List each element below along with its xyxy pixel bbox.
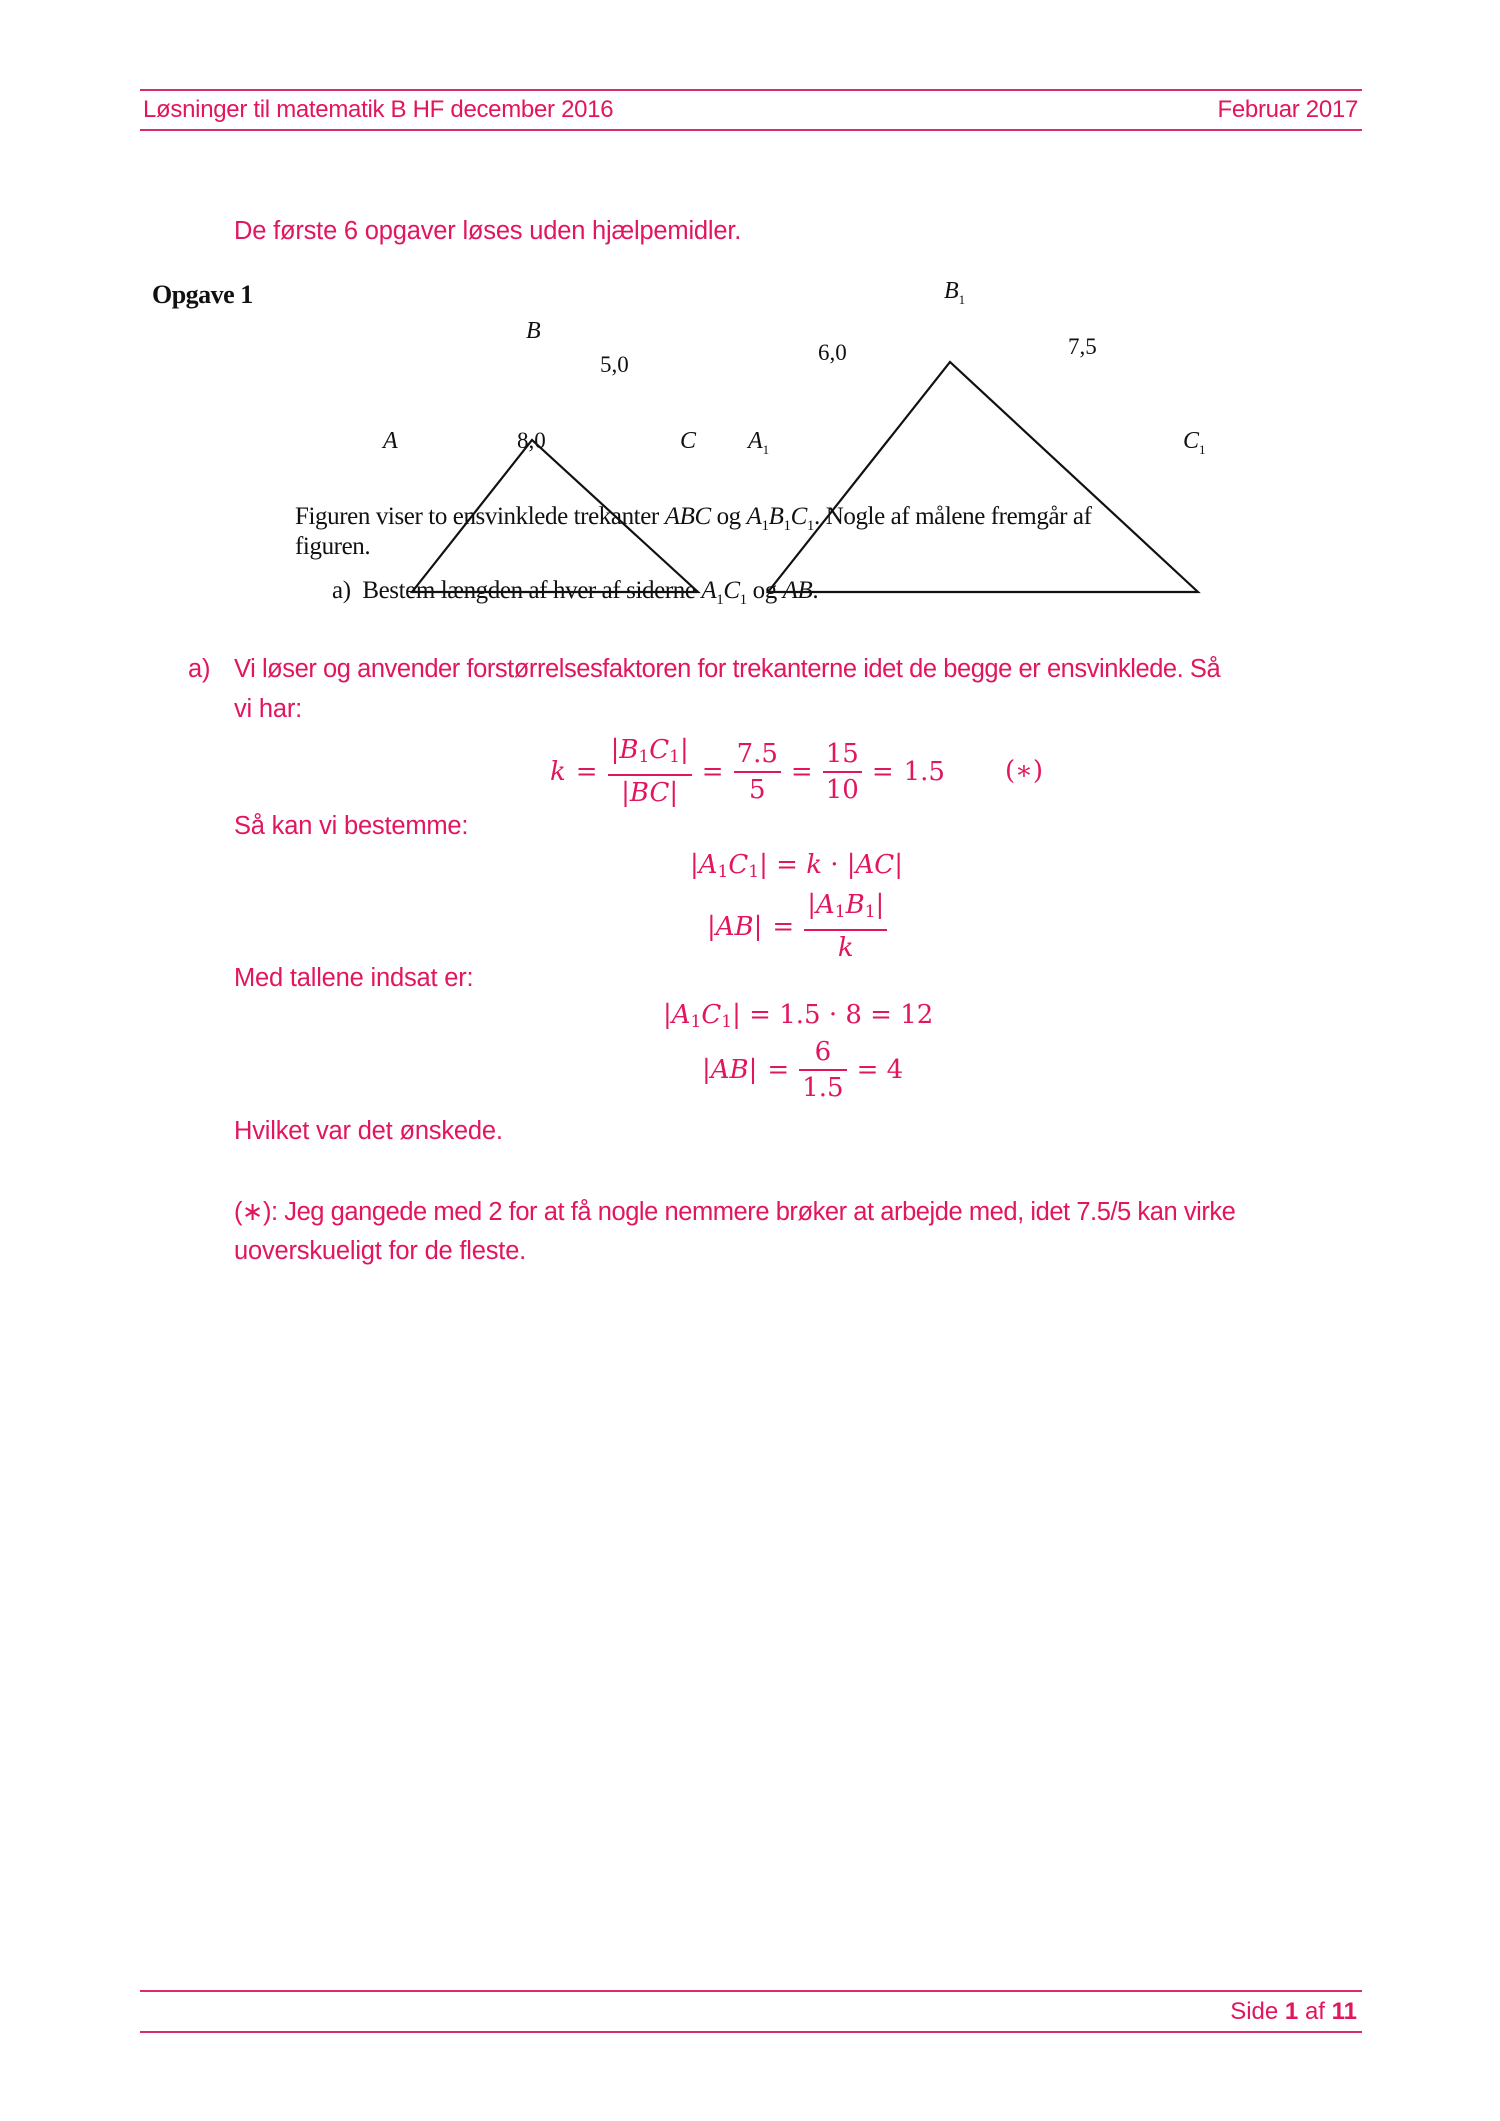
math-eq: = (871, 756, 894, 787)
page-indicator (1230, 1998, 1357, 2026)
denominator: 10 (825, 774, 859, 805)
numerator: 7.5 (734, 737, 781, 773)
total-pages: 11 (1331, 1998, 1357, 2025)
vertex-subscript: 1 (1199, 441, 1206, 457)
footnote-line1: (∗): Jeg gangede med 2 for at få nogle nemmere brøker at arbejde med, idet 7.5/5 kan virke (234, 1198, 1236, 1226)
intro-text: De første 6 opgaver løses uden hjælpemidler. (234, 217, 742, 245)
conclusion-text: Hvilket var det ønskede. (234, 1117, 503, 1145)
with-numbers-text: Med tallene indsat er: (234, 964, 474, 992)
header-bottom-rule (140, 129, 1362, 131)
footer-top-rule (140, 1990, 1362, 1992)
numerator: 15 (823, 737, 862, 773)
math-ab: |AB| (707, 911, 763, 942)
header-date: Februar 2017 (1217, 96, 1358, 123)
math-eq: = (701, 756, 724, 787)
math-eq: = (772, 911, 795, 942)
math-eq: = (790, 756, 813, 787)
current-page: 1 (1284, 1998, 1299, 2025)
side-label: Side (1230, 1998, 1279, 2025)
numerator: $|A_1B_1|$ (804, 888, 887, 931)
vertex-label-c: C (680, 428, 697, 454)
desc-text: . Nogle af målene fremgår af (814, 503, 1092, 530)
so-we-can-text: Så kan vi bestemme: (234, 812, 469, 840)
vertex-letter: B (944, 278, 959, 304)
vertex-subscript: 1 (958, 291, 966, 307)
denominator: 5 (748, 774, 766, 805)
fraction-15-10 (823, 737, 862, 807)
task-heading: Opgave 1 (152, 280, 253, 309)
solution-line1: Vi løser og anvender forstørrelsesfaktoren for trekanterne idet de begge er ensvinklede. Så (234, 655, 1221, 683)
vertex-label-a: A (383, 428, 398, 454)
triangle-name-abc: ABC (664, 503, 711, 530)
formula-a1c1-numeric: $|A_1C_1| = 1.5 \cdot 8 = 12$ (663, 1000, 934, 1032)
fraction-7.5-5 (734, 737, 781, 807)
numerator: 6 (799, 1035, 846, 1071)
side-name-ab: AB (782, 577, 813, 604)
ab-result: = 4 (856, 1055, 904, 1085)
side-label-a1b1: 6,0 (818, 340, 847, 365)
k-result: 1.5 (903, 756, 945, 787)
vertex-subscript: 1 (762, 441, 770, 457)
denominator: 1.5 (802, 1073, 844, 1103)
task-description-line2: figuren. (295, 533, 371, 560)
af-label: af (1304, 1998, 1325, 2025)
vertex-label-c1 (1183, 428, 1206, 458)
fraction-b1c1-bc (608, 733, 692, 810)
side-label-ac: 8,0 (517, 428, 546, 453)
question-label: a) (332, 577, 351, 604)
header-title: Løsninger til matematik B HF december 2016 (143, 96, 614, 123)
question-text: . (812, 577, 819, 604)
task-description-line1 (295, 503, 1092, 535)
vertex-label-b: B (526, 318, 541, 344)
side-name-a1c1: $A_1C_1$ (701, 577, 747, 608)
formula-a1c1-general: $|A_1C_1| = k \cdot |AC|$ (690, 850, 903, 882)
vertex-label-a1 (748, 428, 769, 458)
solution-line2: vi har: (234, 695, 303, 723)
desc-text: Figuren viser to ensvinklede trekanter (295, 503, 665, 530)
vertex-label-b1 (944, 278, 965, 308)
formula-ab-numeric (697, 1035, 908, 1105)
solution-label-a: a) (188, 655, 211, 683)
side-label-bc: 5,0 (600, 352, 629, 377)
fraction-6-1.5 (799, 1035, 846, 1105)
math-k: k (550, 756, 566, 787)
header-top-rule (140, 89, 1362, 91)
vertex-letter: A (748, 428, 763, 454)
triangle-a1b1c1 (768, 362, 1198, 592)
numerator: $|B_1C_1|$ (608, 733, 692, 776)
vertex-letter: C (1183, 428, 1200, 454)
side-label-b1c1: 7,5 (1068, 334, 1097, 359)
footer-bottom-rule (140, 2031, 1362, 2033)
denominator: |BC| (621, 778, 679, 808)
triangle-name-a1b1c1: $A_1B_1C_1$ (746, 503, 814, 534)
math-eq: = (767, 1055, 790, 1085)
formula-k (545, 733, 950, 810)
footnote-line2: uoverskueligt for de fleste. (234, 1237, 527, 1265)
formula-ab-general (702, 888, 892, 965)
desc-text: og (710, 503, 747, 530)
task-question-a (332, 577, 818, 609)
a1c1-result: 1.5 · 8 = 12 (779, 1000, 934, 1030)
fraction-a1b1-k (804, 888, 887, 965)
denominator: k (837, 933, 854, 963)
math-ab: |AB| (702, 1055, 758, 1085)
math-eq: = (575, 756, 598, 787)
question-text: Bestem længden af hver af siderne (362, 577, 702, 604)
question-text: og (746, 577, 783, 604)
footnote-marker: (∗) (1005, 756, 1043, 786)
